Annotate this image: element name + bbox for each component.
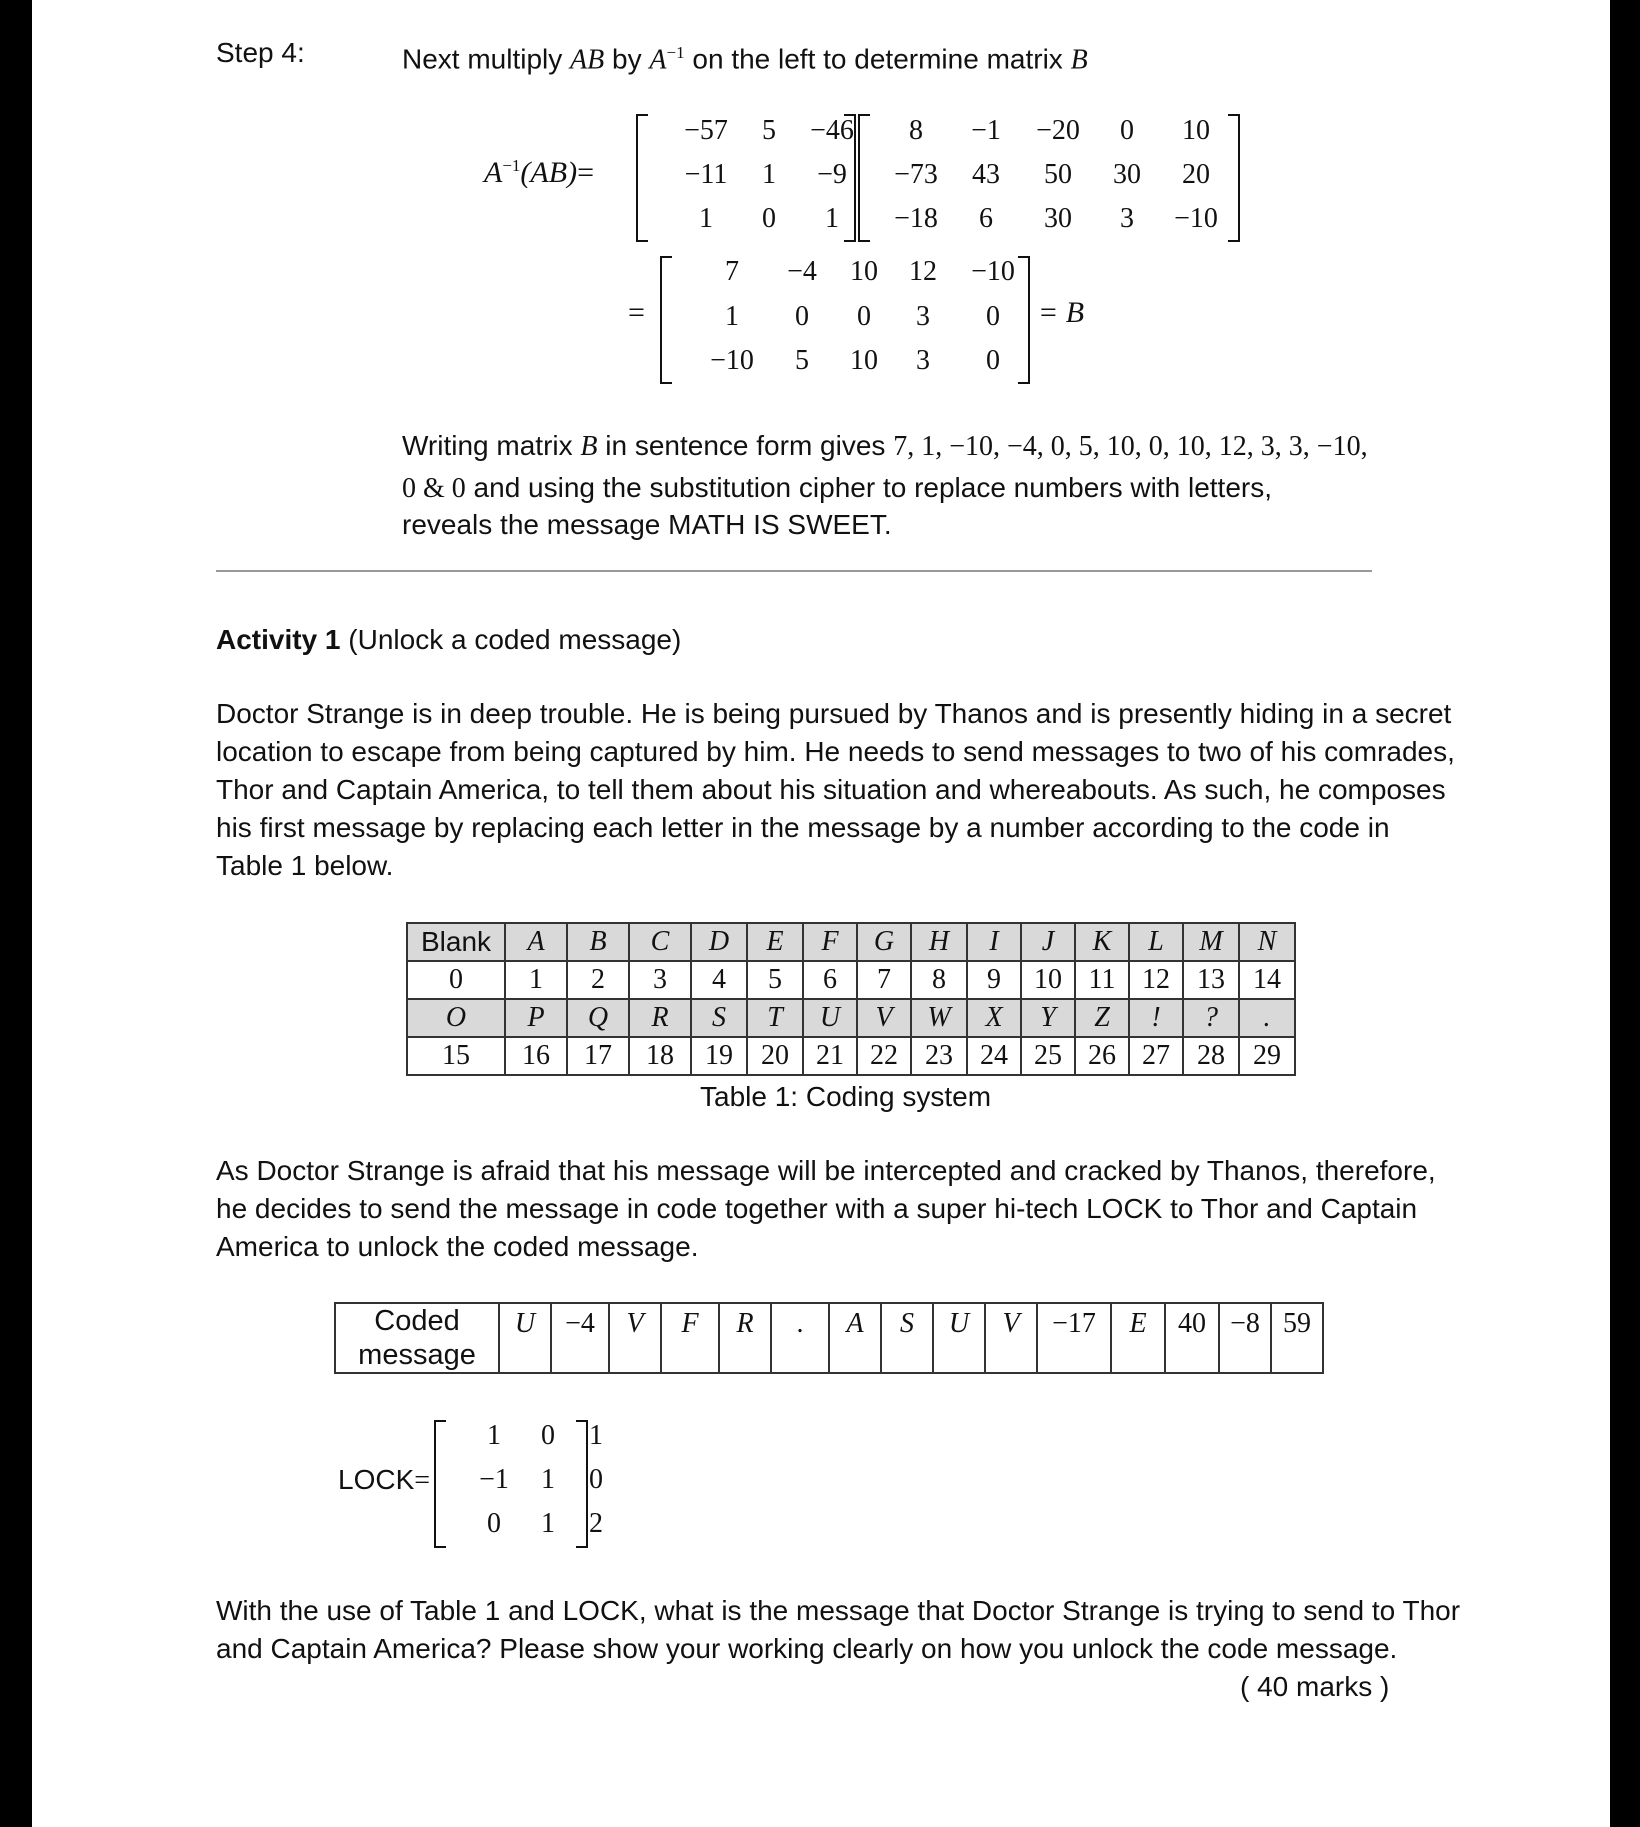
table-cell: 23 <box>911 1037 967 1075</box>
matrix-cell: 0 <box>857 301 871 332</box>
activity-paragraph-1: Doctor Strange is in deep trouble. He is being pursued by Thanos and is presently hiding in a secret location to escape from being captured by him. He needs to send messages to two of his comrades, Thor and Captain America, to tell them about his situation and whereabouts. As such, he composes his first message by replacing each letter in the message by a number according to the code in Table 1 below. <box>216 698 1455 881</box>
table-cell: T <box>747 999 803 1037</box>
table-cell: G <box>857 923 911 961</box>
matrix-cell: 3 <box>1120 203 1134 234</box>
matrix-cell: 0 <box>986 345 1000 376</box>
table-cell: 29 <box>1239 1037 1295 1075</box>
coded-cell: S <box>881 1303 933 1373</box>
matrix-cell: −10 <box>710 345 754 376</box>
table-cell: 8 <box>911 961 967 999</box>
table-cell: 9 <box>967 961 1021 999</box>
table-cell: N <box>1239 923 1295 961</box>
coded-cell: −4 <box>551 1303 609 1373</box>
table-cell: K <box>1075 923 1129 961</box>
table-cell: 2 <box>567 961 629 999</box>
matrix-cell: 6 <box>979 203 993 234</box>
coded-cell: R <box>719 1303 771 1373</box>
table-cell: 24 <box>967 1037 1021 1075</box>
table-cell: 19 <box>691 1037 747 1075</box>
table-cell: 7 <box>857 961 911 999</box>
coded-cell: U <box>933 1303 985 1373</box>
table-cell: 13 <box>1183 961 1239 999</box>
matrix-cell: 1 <box>699 203 713 234</box>
table-cell: 4 <box>691 961 747 999</box>
matrix-cell: 12 <box>909 256 937 287</box>
matrix-cell: −11 <box>684 159 728 190</box>
table-cell: Blank <box>407 923 505 961</box>
coded-cell: 59 <box>1271 1303 1323 1373</box>
matrix-cell: 50 <box>1044 159 1072 190</box>
table-cell: 6 <box>803 961 857 999</box>
matrix-cell: 0 <box>541 1420 555 1451</box>
table-cell: Q <box>567 999 629 1037</box>
coded-cell: E <box>1111 1303 1165 1373</box>
matrix-cell: 1 <box>725 301 739 332</box>
activity-paragraph-2: As Doctor Strange is afraid that his message will be intercepted and cracked by Thanos, therefore, he decides to send the message in code together with a super hi-tech LOCK to Thor and Captain America to unlock the coded message. <box>216 1155 1436 1262</box>
matrix-cell: 10 <box>1182 115 1210 146</box>
table-cell: 11 <box>1075 961 1129 999</box>
table-cell: F <box>803 923 857 961</box>
matrix-cell: −18 <box>894 203 938 234</box>
coded-cell: . <box>771 1303 829 1373</box>
table-cell: J <box>1021 923 1075 961</box>
matrix-cell: 5 <box>762 115 776 146</box>
matrix-cell: −1 <box>479 1464 509 1495</box>
table-cell: I <box>967 923 1021 961</box>
table-cell: C <box>629 923 691 961</box>
matrix-cell: 5 <box>795 345 809 376</box>
table-cell: Z <box>1075 999 1129 1037</box>
question-text: With the use of Table 1 and LOCK, what is the message that Doctor Strange is trying to send to Thor and Captain America? Please show your working clearly on how you unlock the code message. <box>216 1595 1461 1664</box>
table-cell: 3 <box>629 961 691 999</box>
table-cell: 10 <box>1021 961 1075 999</box>
table-row <box>407 1037 1295 1075</box>
table-cell: P <box>505 999 567 1037</box>
table-caption: Table 1: Coding system <box>700 1081 992 1112</box>
matrix-cell: −9 <box>817 159 847 190</box>
table-cell: O <box>407 999 505 1037</box>
matrix-cell: 1 <box>589 1420 603 1451</box>
matrix-cell: −10 <box>971 256 1015 287</box>
matrix-cell: 3 <box>916 301 930 332</box>
table-cell: H <box>911 923 967 961</box>
table-row <box>335 1303 1323 1373</box>
result-b: = B <box>1038 296 1085 329</box>
table-cell: 0 <box>407 961 505 999</box>
matrix-cell: 30 <box>1044 203 1072 234</box>
matrix-cell: 8 <box>909 115 923 146</box>
matrix-cell: 0 <box>986 301 1000 332</box>
matrix-cell: 2 <box>589 1508 603 1539</box>
table-cell: 16 <box>505 1037 567 1075</box>
table-cell: 20 <box>747 1037 803 1075</box>
matrix-cell: −20 <box>1036 115 1080 146</box>
table-cell: D <box>691 923 747 961</box>
step-label: Step 4: <box>216 37 305 68</box>
table-cell: 25 <box>1021 1037 1075 1075</box>
coded-cell: −8 <box>1219 1303 1271 1373</box>
matrix-cell: 1 <box>541 1464 555 1495</box>
matrix-cell: 1 <box>541 1508 555 1539</box>
table-cell: X <box>967 999 1021 1037</box>
table-cell: A <box>505 923 567 961</box>
table-cell: B <box>567 923 629 961</box>
table-cell: Y <box>1021 999 1075 1037</box>
divider <box>216 570 1372 572</box>
matrix-cell: 20 <box>1182 159 1210 190</box>
table-row <box>407 923 1295 961</box>
matrix-cell: 43 <box>972 159 1000 190</box>
table-cell: 21 <box>803 1037 857 1075</box>
matrix-cell: 10 <box>850 256 878 287</box>
matrix-cell: 0 <box>487 1508 501 1539</box>
matrix-cell: −4 <box>787 256 817 287</box>
matrix-cell: 1 <box>825 203 839 234</box>
coded-cell: A <box>829 1303 881 1373</box>
matrix-cell: 0 <box>1120 115 1134 146</box>
document-page <box>32 0 1610 1827</box>
table-cell: 26 <box>1075 1037 1129 1075</box>
coded-message-table <box>334 1302 1324 1374</box>
matrix-cell: 0 <box>589 1464 603 1495</box>
table-cell: 1 <box>505 961 567 999</box>
coding-table <box>406 922 1296 1076</box>
table-cell: 14 <box>1239 961 1295 999</box>
matrix-cell: 7 <box>725 256 739 287</box>
matrix-cell: −1 <box>971 115 1001 146</box>
matrix-cell: 3 <box>916 345 930 376</box>
lock-label: LOCK= <box>338 1464 431 1496</box>
table-cell: 18 <box>629 1037 691 1075</box>
sentence-line-1: Writing matrix B in sentence form gives 7, 1, −10, −4, 0, 5, 10, 0, 10, 12, 3, 3, −10, <box>402 430 1368 462</box>
table-cell: 28 <box>1183 1037 1239 1075</box>
step-instruction: Next multiply AB by $A^{-1}$ on the left to determine matrix B <box>402 43 1088 76</box>
table-cell: M <box>1183 923 1239 961</box>
table-cell: V <box>857 999 911 1037</box>
table-cell: R <box>629 999 691 1037</box>
matrix-cell: 0 <box>762 203 776 234</box>
equals-sign: = <box>628 296 645 329</box>
table-cell: 22 <box>857 1037 911 1075</box>
table-cell: L <box>1129 923 1183 961</box>
matrix-cell: −10 <box>1174 203 1218 234</box>
coded-cell: V <box>609 1303 661 1373</box>
coded-cell: −17 <box>1037 1303 1111 1373</box>
lhs-expression: $A^{-1}(AB)=$ <box>484 156 594 189</box>
table-cell: W <box>911 999 967 1037</box>
table-cell: 27 <box>1129 1037 1183 1075</box>
coded-cell: F <box>661 1303 719 1373</box>
table-cell: 15 <box>407 1037 505 1075</box>
coded-cell: 40 <box>1165 1303 1219 1373</box>
coded-message-label: Coded message <box>335 1303 499 1373</box>
matrix-cell: −73 <box>894 159 938 190</box>
table-cell: 12 <box>1129 961 1183 999</box>
table-cell: ! <box>1129 999 1183 1037</box>
coded-cell: U <box>499 1303 551 1373</box>
sentence-line-3: reveals the message MATH IS SWEET. <box>402 509 892 540</box>
activity-title: Activity 1 (Unlock a coded message) <box>216 624 682 655</box>
matrix-cell: 10 <box>850 345 878 376</box>
table-row <box>407 999 1295 1037</box>
table-cell: S <box>691 999 747 1037</box>
matrix-cell: 30 <box>1113 159 1141 190</box>
matrix-cell: 1 <box>487 1420 501 1451</box>
table-row <box>407 961 1295 999</box>
table-cell: U <box>803 999 857 1037</box>
coded-cell: V <box>985 1303 1037 1373</box>
matrix-cell: −46 <box>810 115 854 146</box>
marks: ( 40 marks ) <box>1240 1671 1390 1702</box>
table-cell: 17 <box>567 1037 629 1075</box>
table-cell: 5 <box>747 961 803 999</box>
matrix-cell: −57 <box>684 115 728 146</box>
matrix-cell: 1 <box>762 159 776 190</box>
table-cell: ? <box>1183 999 1239 1037</box>
matrix-cell: 0 <box>795 301 809 332</box>
sentence-line-2: 0 & 0 and using the substitution cipher to replace numbers with letters, <box>402 472 1272 504</box>
table-cell: . <box>1239 999 1295 1037</box>
table-cell: E <box>747 923 803 961</box>
